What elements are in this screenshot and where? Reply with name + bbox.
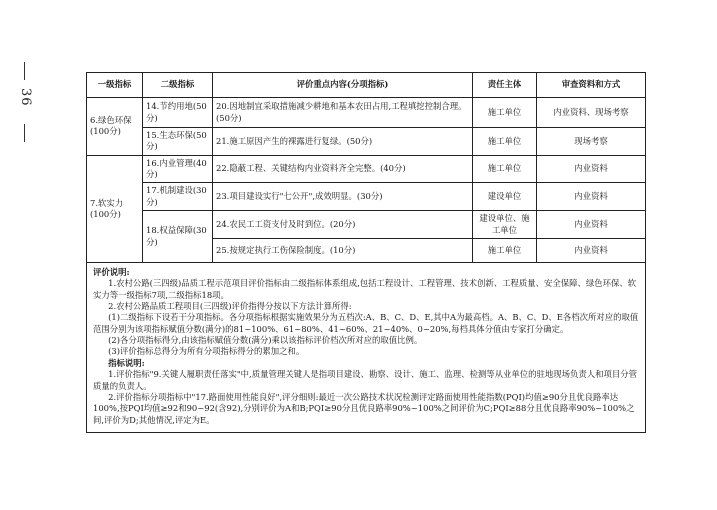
header-method: 审查资料和方式 <box>537 73 646 98</box>
notes-line: 2.农村公路品质工程项目(三四级)评价指得分按以下方法计算所得: <box>108 301 352 312</box>
header-level1: 一级指标 <box>87 73 143 98</box>
level2-cell: 18.权益保障(30分) <box>143 211 213 263</box>
page-number-dash-bottom <box>24 124 25 142</box>
subject-cell: 施工单位 <box>473 239 537 263</box>
method-cell: 现场考察 <box>537 128 646 156</box>
notes-cell <box>87 263 646 433</box>
item-cell: 21.施工原因产生的裸露进行复绿。(50分) <box>213 128 473 156</box>
table-header-row <box>87 73 646 98</box>
notes-title: 评价说明: <box>93 267 130 278</box>
level2-cell: 14.节约用地(50分) <box>143 98 213 128</box>
subject-cell: 施工单位 <box>473 98 537 128</box>
header-item: 评价重点内容(分项指标) <box>213 73 473 98</box>
item-cell: 23.项目建设实行"七公开",成效明显。(30分) <box>213 183 473 211</box>
table-row <box>87 183 646 211</box>
notes-line: (2)各分项指标得分,由该指标赋值分数(满分)乘以该指标评价档次所对应的取值比例。 <box>108 335 423 346</box>
subject-cell: 建设单位 <box>473 183 537 211</box>
notes-sub-line: 2.评价指标分项指标中"17.路面使用性能良好",评分细则:最近一次公路技术状况检测评定路面使用性能指数(PQI)均值≥90分且优良路率达100%,按PQI均值≥92和90~92(含92),分别评价为A和B;PQI≥90分且优良路率90%~100%之间评价为C;PQI≥88分且优良路率90%~100%之间,评价为D;其他情况,评定为E。 <box>93 391 635 425</box>
item-cell: 25.按规定执行工伤保险制度。(10分) <box>213 239 473 263</box>
notes-subtitle: 指标说明: <box>108 357 145 368</box>
table-row <box>87 98 646 128</box>
subject-cell: 施工单位 <box>473 155 537 183</box>
notes-row <box>87 263 646 433</box>
notes-line: (3)评价指标总得分为所有分项指标得分的累加之和。 <box>108 346 305 357</box>
header-subject: 责任主体 <box>473 73 537 98</box>
table-row <box>87 211 646 239</box>
method-cell: 内业资料 <box>537 239 646 263</box>
page-number: 36 <box>18 88 33 107</box>
level2-cell: 17.机制建设(30分) <box>143 183 213 211</box>
notes-line: 1.农村公路(三四级)品质工程示范项目评价指标由二级指标体系组成,包括工程设计、工程管理、技术创新、工程质量、安全保障、绿色环保、软实力等一级指标7项,二级指标18项。 <box>93 278 637 300</box>
notes-line: (1)二级指标下设若干分项指标。各分项指标根据实施效果分为五档次:A、B、C、D、E,其中A为最高档。A、B、C、D、E各档次所对应的取值范围分别为该项指标赋值分数(满分)的81~100%、61~80%、41~60%、21~40%、0~20%,每档具体分值由专家打分确定。 <box>93 312 639 334</box>
level1-cell: 6.绿色环保(100分) <box>87 98 143 156</box>
level2-cell: 15.生态环保(50分) <box>143 128 213 156</box>
item-cell: 22.隐蔽工程、关键结构内业资料齐全完整。(40分) <box>213 155 473 183</box>
method-cell: 内业资料、现场考察 <box>537 98 646 128</box>
item-cell: 20.因地制宜采取措施减少耕地和基本农田占用,工程填挖控制合理。(50分) <box>213 98 473 128</box>
page-number-dash-top <box>24 62 25 80</box>
item-cell: 24.农民工工资支付及时到位。(20分) <box>213 211 473 239</box>
subject-cell: 建设单位、施工单位 <box>473 211 537 239</box>
table-row <box>87 128 646 156</box>
method-cell: 内业资料 <box>537 183 646 211</box>
evaluation-table <box>86 72 646 433</box>
level2-cell: 16.内业管理(40分) <box>143 155 213 183</box>
table-row <box>87 155 646 183</box>
notes-sub-line: 1.评价指标"9.关键人履职责任落实"中,质量管理关键人是指项目建设、勘察、设计、施工、监理、检测等从业单位的驻地现场负责人和项目分管质量的负责人。 <box>93 369 637 391</box>
level1-cell: 7.软实力(100分) <box>87 155 143 262</box>
subject-cell: 施工单位 <box>473 128 537 156</box>
header-level2: 二级指标 <box>143 73 213 98</box>
method-cell: 内业资料 <box>537 155 646 183</box>
method-cell: 内业资料 <box>537 211 646 239</box>
